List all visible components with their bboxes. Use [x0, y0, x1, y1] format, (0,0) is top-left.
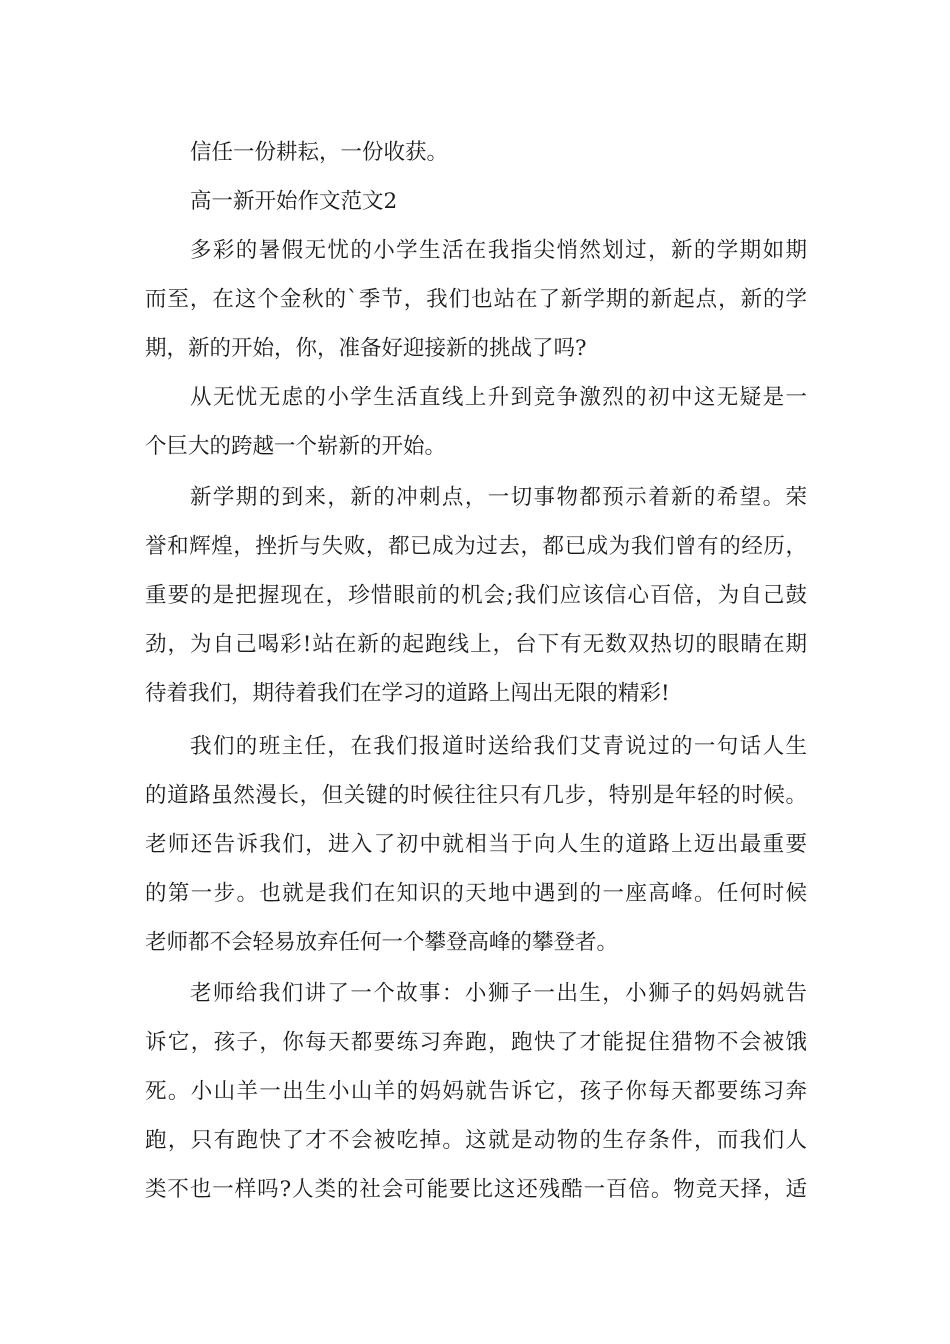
- paragraph-line: 个巨大的跨越一个崭新的开始。: [145, 434, 447, 459]
- paragraph-line: 的道路虽然漫长，但关键的时候往往只有几步，特别是年轻的时候。: [145, 783, 807, 808]
- paragraph-line: 多彩的暑假无忧的小学生活在我指尖悄然划过，新的学期如期: [190, 238, 807, 263]
- paragraph-line: 老师还告诉我们，进入了初中就相当于向人生的道路上迈出最重要: [145, 832, 807, 857]
- paragraph-line: 老师都不会轻易放弃任何一个攀登高峰的攀登者。: [145, 930, 619, 955]
- paragraph-line: 信任一份耕耘，一份收获。: [190, 140, 449, 165]
- paragraph-7: [145, 969, 807, 1214]
- paragraph-line: 从无忧无虑的小学生活直线上升到竞争激烈的初中这无疑是一: [190, 385, 807, 410]
- paragraph-4: [145, 373, 807, 471]
- paragraph-3: [145, 226, 807, 373]
- paragraph-line: 我们的班主任，在我们报道时送给我们艾青说过的一句话人生: [190, 734, 807, 759]
- paragraph-line: 的第一步。也就是我们在知识的天地中遇到的一座高峰。任何时候: [145, 881, 807, 906]
- paragraph-line: 期，新的开始，你，准备好迎接新的挑战了吗?: [145, 336, 587, 361]
- paragraph-line: 劲，为自己喝彩!站在新的起跑线上，台下有无数双热切的眼睛在期: [145, 632, 807, 657]
- paragraph-line: 诉它，孩子，你每天都要练习奔跑，跑快了才能捉住猎物不会被饿: [145, 1030, 807, 1055]
- paragraph-line: 誉和辉煌，挫折与失败，都已成为过去，都已成为我们曾有的经历，: [145, 534, 807, 559]
- paragraph-1: [145, 128, 807, 177]
- paragraph-line: 重要的是把握现在，珍惜眼前的机会;我们应该信心百倍，为自己鼓: [145, 583, 807, 608]
- paragraph-line: 老师给我们讲了一个故事：小狮子一出生，小狮子的妈妈就告: [190, 981, 807, 1006]
- paragraph-line: 新学期的到来，新的冲刺点，一切事物都预示着新的希望。荣: [190, 485, 807, 510]
- section-heading: [145, 177, 807, 226]
- paragraph-line: 死。小山羊一出生小山羊的妈妈就告诉它，孩子你每天都要练习奔: [145, 1079, 807, 1104]
- paragraph-5: [145, 473, 807, 718]
- heading-text: 高一新开始作文范文2: [190, 189, 398, 214]
- paragraph-line: 类不也一样吗?人类的社会可能要比这还残酷一百倍。物竞天择，适: [145, 1177, 807, 1202]
- paragraph-line: 而至，在这个金秋的`季节，我们也站在了新学期的新起点，新的学: [145, 287, 807, 312]
- paragraph-line: 待着我们，期待着我们在学习的道路上闯出无限的精彩!: [145, 681, 670, 706]
- paragraph-6: [145, 722, 807, 967]
- paragraph-line: 跑，只有跑快了才不会被吃掉。这就是动物的生存条件，而我们人: [145, 1128, 807, 1153]
